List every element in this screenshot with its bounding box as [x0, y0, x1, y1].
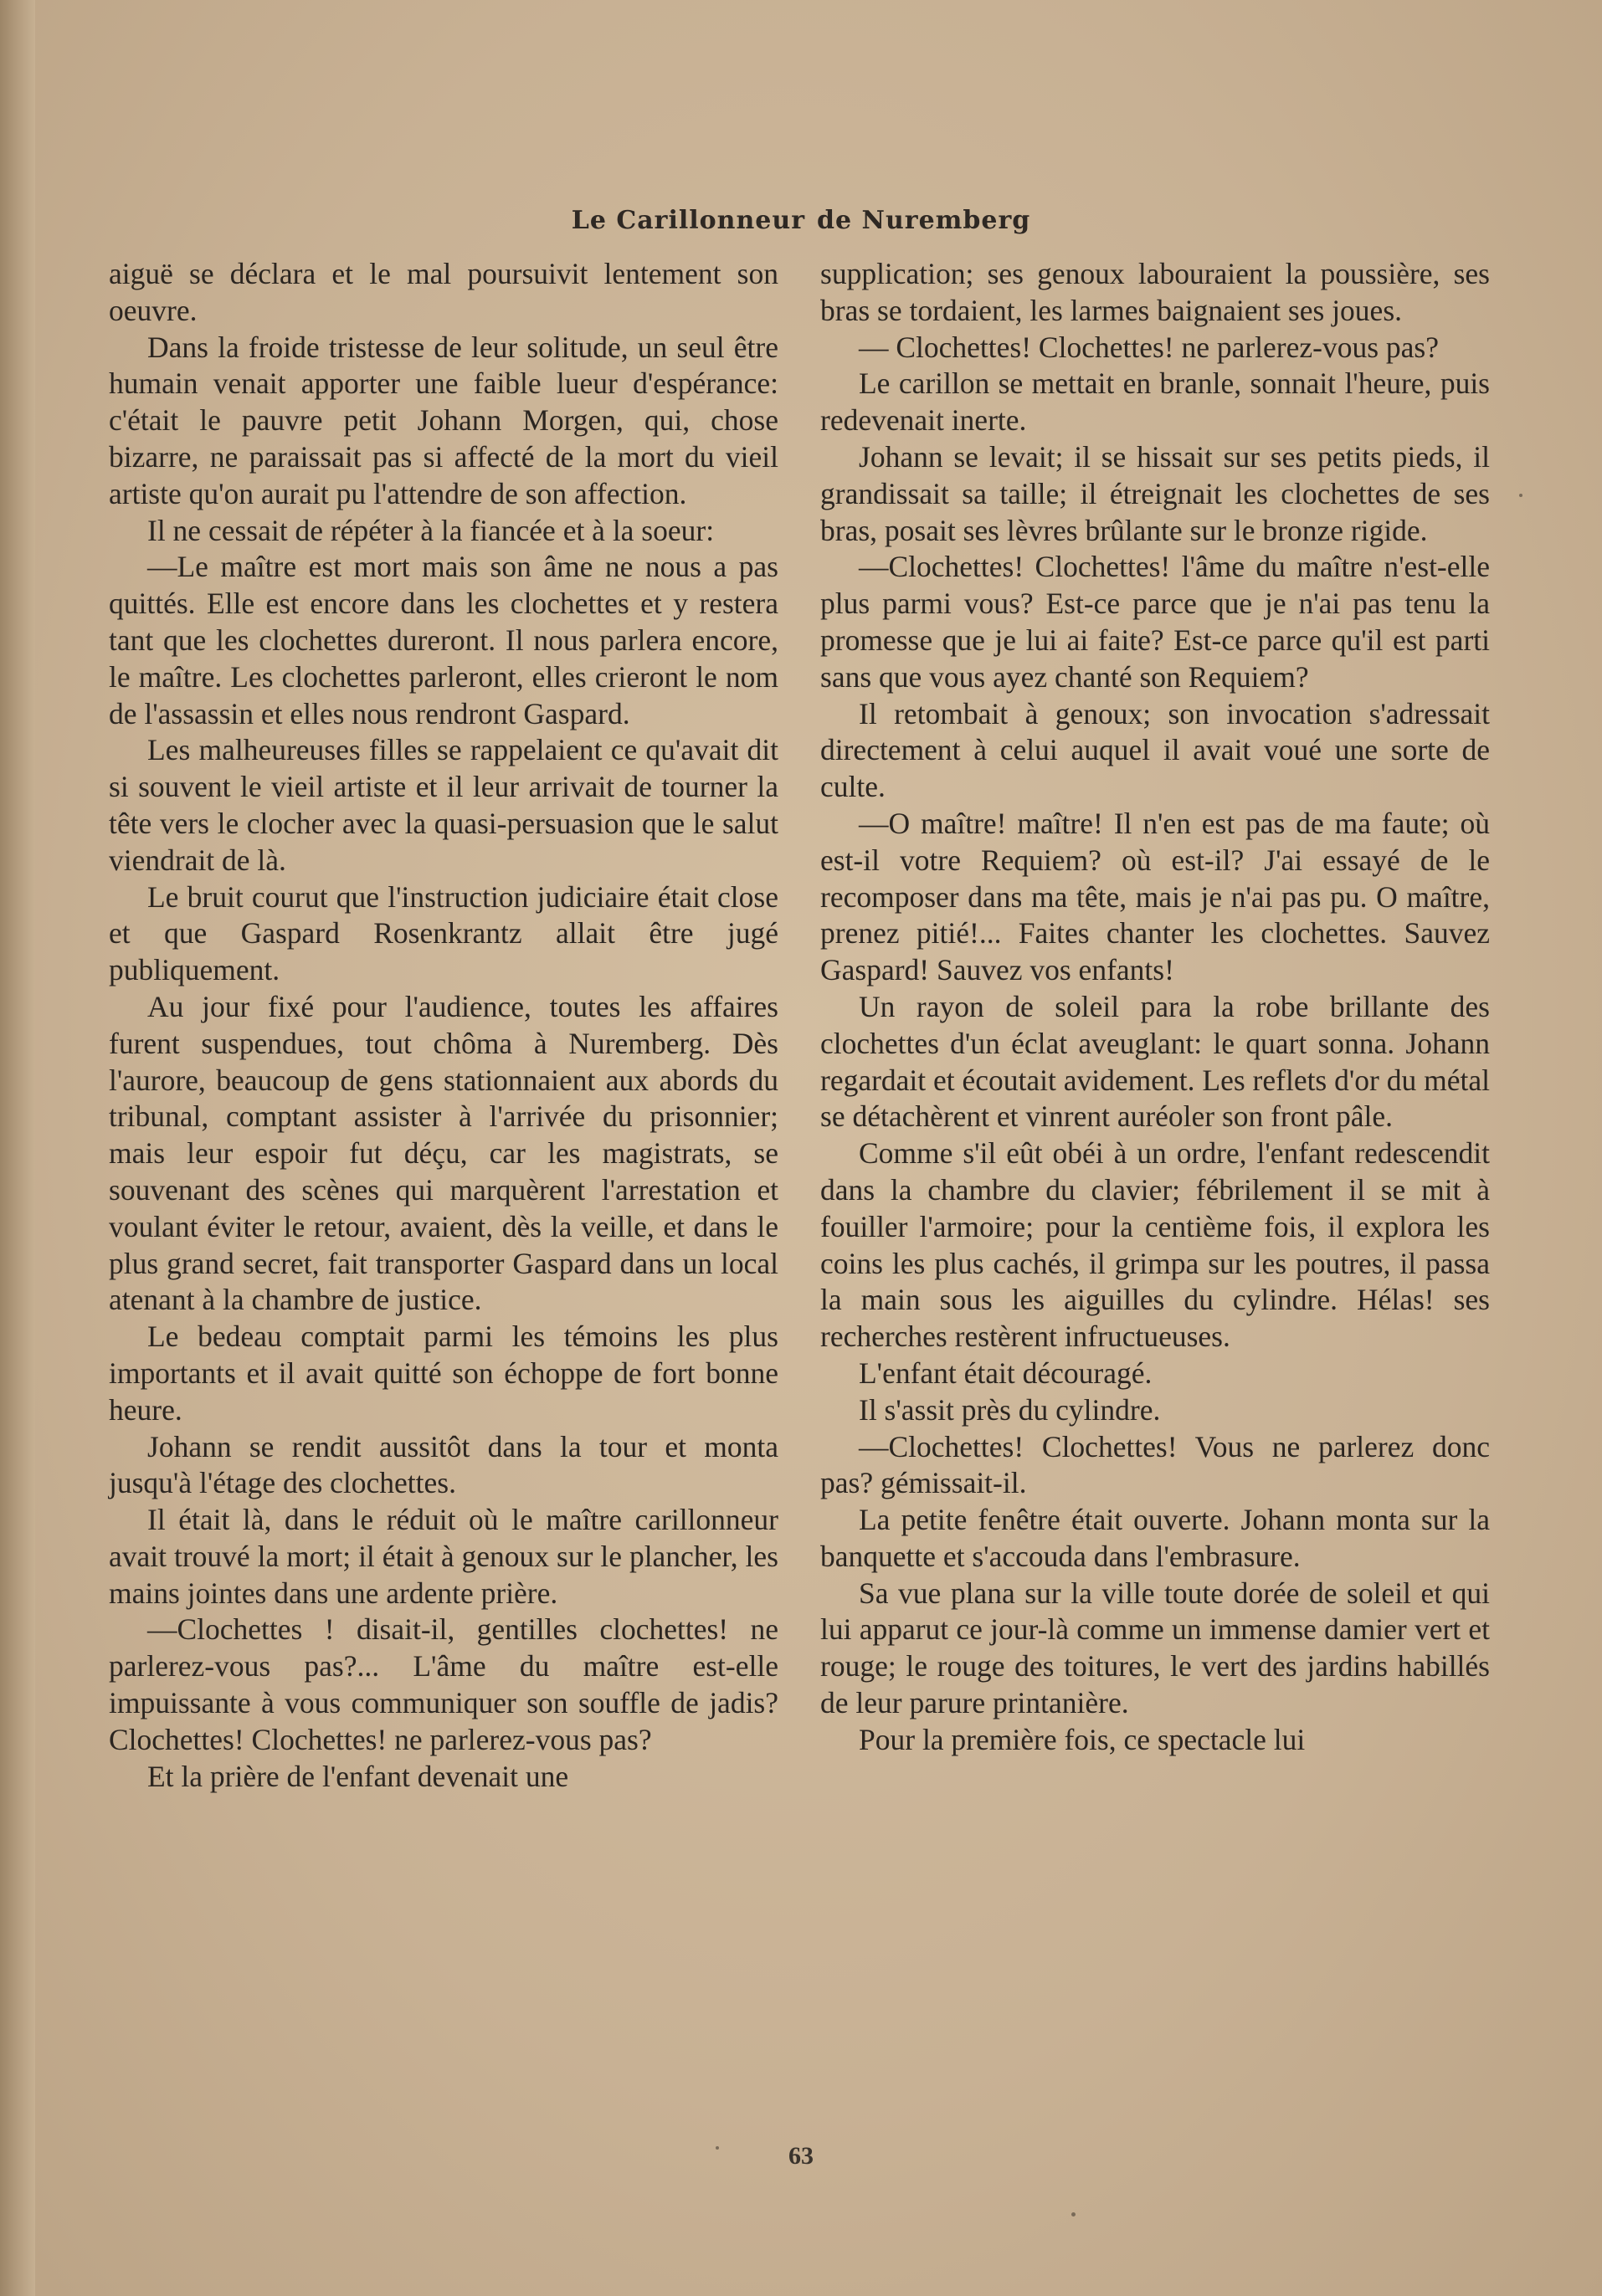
paragraph: —Le maître est mort mais son âme ne nous a pas quittés. Elle est encore dans les clochettes et y restera tant que les clochettes dureront. Il nous parlera encore, le maître. Les clochettes parleront, elles crieront le nom de l'assassin et elles nous rendront Gaspard. — [109, 550, 778, 730]
paper-speck — [1519, 494, 1522, 497]
paragraph: Comme s'il eût obéi à un ordre, l'enfant redescendit dans la chambre du clavier; fébrilement il se mit à fouiller l'armoire; pour la centième fois, il explora les coins les plus cachés, il grimpa sur les poutres, il passa la main sous les aiguilles du cylindre. Hélas! ses recherches restèrent infructueuses. — [820, 1136, 1490, 1354]
left-column — [109, 256, 778, 1795]
right-column — [820, 256, 1490, 1759]
paper-speck — [1071, 2212, 1076, 2217]
paragraph: —O maître! maître! Il n'en est pas de ma faute; où est-il votre Requiem? où est-il? J'ai essayé de le recomposer dans ma tête, mais je n'ai pas pu. O maître, prenez pitié!... Faites chanter les clochettes. Sauvez Gaspard! Sauvez vos enfants! — [820, 806, 1490, 987]
paragraph: Au jour fixé pour l'audience, toutes les affaires furent suspendues, tout chôma à Nuremberg. Dès l'aurore, beaucoup de gens stationnaient aux abords du tribunal, comptant assister à l'arrivée du prisonnier; mais leur espoir fut déçu, car les magistrats, se souvenant des scènes qui marquèrent l'arrestation et voulant éviter le retour, avaient, dès la veille, et dans le plus grand secret, fait transporter Gaspard dans un local atenant à la chambre de justice. — [109, 989, 778, 1317]
paragraph: Il s'assit près du cylindre. — [859, 1392, 1161, 1427]
paragraph: —Clochettes! Clochettes! Vous ne parlerez donc pas? gémissait-il. — [820, 1429, 1490, 1500]
paragraph: Un rayon de soleil para la robe brillante des clochettes d'un éclat aveuglant: le quart sonna. Johann regardait et écoutait avidement. Les reflets d'or du métal se détachèrent et vinrent auréoler son front pâle. — [820, 989, 1490, 1134]
paragraph: Il retombait à genoux; son invocation s'adressait directement à celui auquel il avait voué une sorte de culte. — [820, 696, 1490, 804]
paragraph: Et la prière de l'enfant devenait une — [147, 1759, 569, 1793]
running-title-left: Le Carillonneur — [571, 206, 806, 235]
paragraph: supplication; ses genoux labouraient la poussière, ses bras se tordaient, les larmes baignaient ses joues. — [820, 257, 1490, 327]
paragraph: — Clochettes! Clochettes! ne parlerez-vous pas? — [859, 330, 1439, 364]
paragraph: —Clochettes ! disait-il, gentilles clochettes! ne parlerez-vous pas?... L'âme du maître est-elle impuissante à vous communiquer son souffle de jadis? Clochettes! Clochettes! ne parlerez-vous pas? — [109, 1612, 778, 1756]
paragraph: Sa vue plana sur la ville toute dorée de soleil et qui lui apparut ce jour-là comme un immense damier vert et rouge; le rouge des toitures, le vert des jardins habillés de leur parure printanière. — [820, 1576, 1490, 1720]
running-title-right: de Nuremberg — [817, 206, 1031, 235]
paragraph: Johann se rendit aussitôt dans la tour et monta jusqu'à l'étage des clochettes. — [109, 1429, 778, 1500]
paragraph: Le bruit courut que l'instruction judiciaire était close et que Gaspard Rosenkrantz allait être jugé publiquement. — [109, 879, 778, 987]
paragraph: Dans la froide tristesse de leur solitude, un seul être humain venait apporter une faible lueur d'espérance: c'était le pauvre petit Johann Morgen, qui, chose bizarre, ne paraissait pas si affecté de la mort du vieil artiste qu'on aurait pu l'attendre de son affection. — [109, 330, 778, 510]
paragraph: Le carillon se mettait en branle, sonnait l'heure, puis redevenait inerte. — [820, 366, 1490, 438]
paragraph: Pour la première fois, ce spectacle lui — [859, 1722, 1306, 1756]
paragraph: aiguë se déclara et le mal poursuivit lentement son oeuvre. — [109, 257, 778, 327]
paragraph: Le bedeau comptait parmi les témoins les plus importants et il avait quitté son échoppe de fort bonne heure. — [109, 1320, 778, 1427]
page-number: 63 — [788, 2142, 814, 2170]
running-title — [0, 206, 1602, 235]
paper-speck — [716, 2146, 719, 2150]
paragraph: Il était là, dans le réduit où le maître carillonneur avait trouvé la mort; il était à genoux sur le plancher, les mains jointes dans une ardente prière. — [109, 1503, 778, 1610]
paragraph: L'enfant était découragé. — [859, 1356, 1153, 1390]
paragraph: La petite fenêtre était ouverte. Johann monta sur la banquette et s'accouda dans l'embrasure. — [820, 1503, 1490, 1573]
paragraph: Les malheureuses filles se rappelaient ce qu'avait dit si souvent le vieil artiste et il leur arrivait de tourner la tête vers le clocher avec la quasi-persuasion que le salut viendrait de là. — [109, 733, 778, 877]
paragraph: Johann se levait; il se hissait sur ses petits pieds, il grandissait sa taille; il étreignait les clochettes de ses bras, posait ses lèvres brûlante sur le bronze rigide. — [820, 439, 1490, 547]
paragraph: —Clochettes! Clochettes! l'âme du maître n'est-elle plus parmi vous? Est-ce parce que je n'ai pas tenu la promesse que je lui ai faite? Est-ce parce qu'il est parti sans que vous ayez chanté son Requiem? — [820, 550, 1490, 694]
paragraph: Il ne cessait de répéter à la fiancée et à la soeur: — [147, 513, 715, 547]
page-gutter — [0, 0, 35, 2296]
